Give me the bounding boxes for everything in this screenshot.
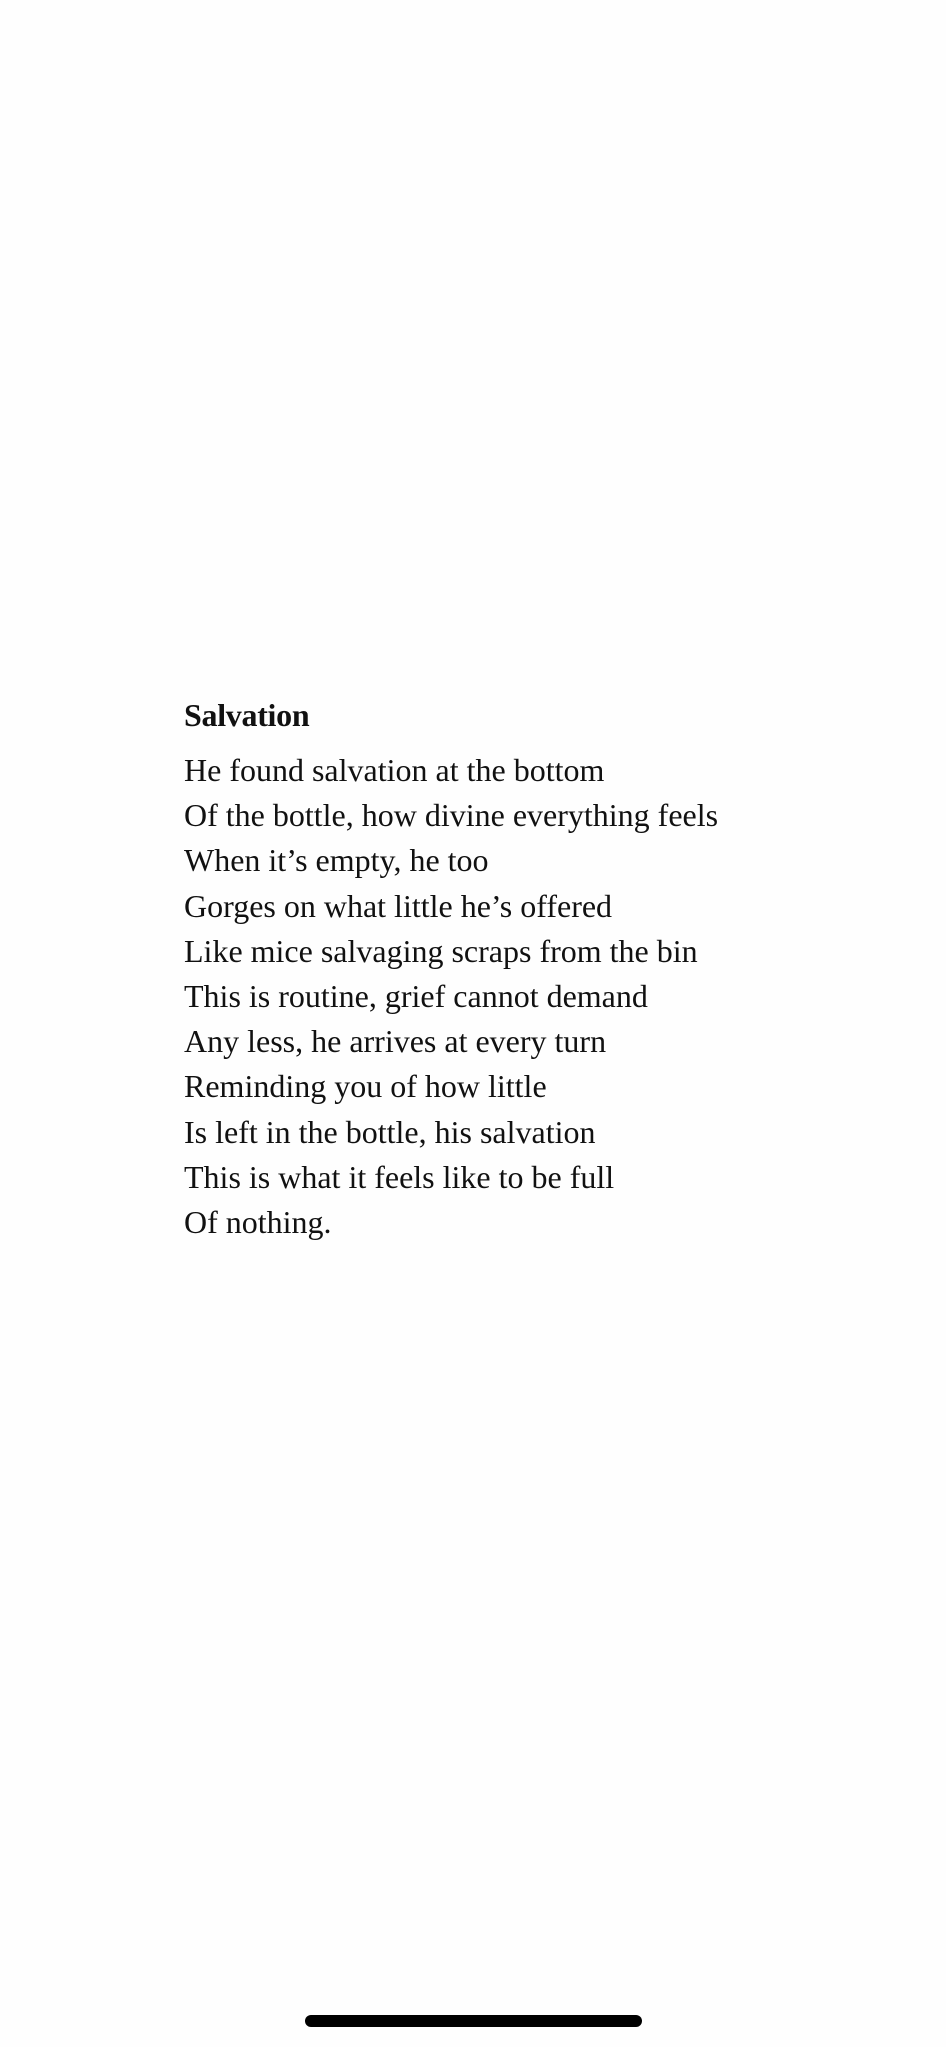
poem-line: Any less, he arrives at every turn [184,1023,607,1060]
poem-line: Gorges on what little he’s offered [184,887,613,924]
poem-line: Of nothing. [184,1204,332,1241]
home-indicator-icon[interactable] [305,2015,642,2027]
poem-line: Reminding you of how little [184,1068,547,1105]
poem-container [184,690,884,1245]
poem-line: Of the bottle, how divine everything feels [184,797,719,834]
poem-line: When it’s empty, he too [184,842,489,879]
poem-line: Like mice salvaging scraps from the bin [184,932,698,969]
poem-line: He found salvation at the bottom [184,752,605,788]
poem-title: Salvation [184,697,310,733]
poem-line: This is routine, grief cannot demand [184,978,648,1015]
poem-line: This is what it feels like to be full [184,1158,615,1195]
poem-body [184,748,884,1245]
poem-line: Is left in the bottle, his salvation [184,1113,596,1150]
